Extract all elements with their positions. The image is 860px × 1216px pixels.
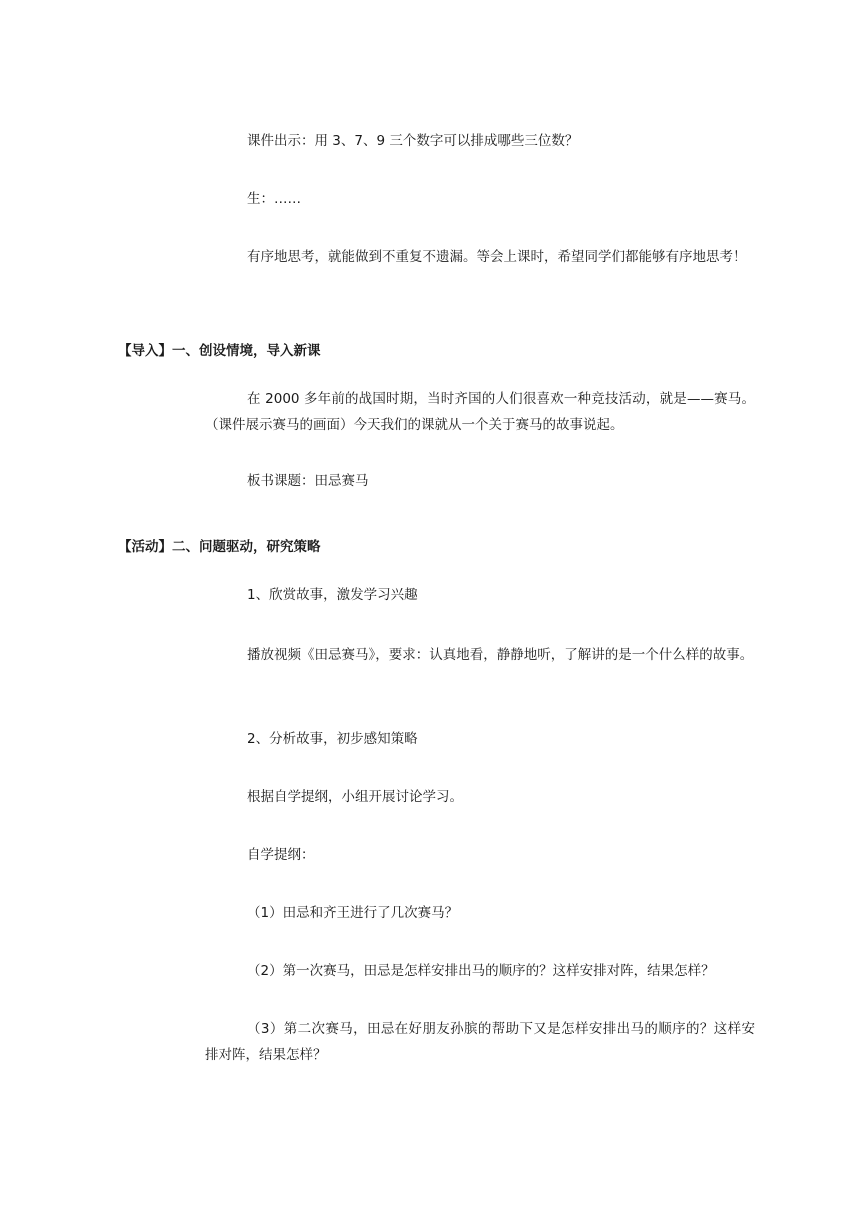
paragraph-student-answer: 生：…… — [247, 191, 301, 207]
section-heading-intro: 【导入】一、创设情境，导入新课 — [118, 343, 321, 359]
section-heading-activity: 【活动】二、问题驱动，研究策略 — [118, 539, 321, 555]
paragraph-horse-racing-intro: 在 2000 多年前的战国时期，当时齐国的人们很喜欢一种竞技活动，就是——赛马。（课件展示赛马的画面）今天我们的课就从一个关于赛马的故事说起。 — [205, 391, 755, 433]
paragraph-courseware-question: 课件出示：用 3、7、9 三个数字可以排成哪些三位数？ — [247, 133, 579, 149]
paragraph-step-1: 1、欣赏故事，激发学习兴趣 — [247, 587, 418, 603]
paragraph-outline-label: 自学提纲： — [247, 847, 315, 863]
paragraph-step-2: 2、分析故事，初步感知策略 — [247, 731, 418, 747]
paragraph-question-2: （2）第一次赛马，田忌是怎样安排出马的顺序的？这样安排对阵，结果怎样？ — [247, 963, 715, 979]
paragraph-board-title: 板书课题：田忌赛马 — [247, 473, 369, 489]
paragraph-question-3: （3）第二次赛马，田忌在好朋友孙膑的帮助下又是怎样安排出马的顺序的？这样安排对阵，结果怎样？ — [205, 1021, 755, 1063]
paragraph-group-discussion: 根据自学提纲，小组开展讨论学习。 — [247, 789, 463, 805]
paragraph-orderly-thinking: 有序地思考，就能做到不重复不遗漏。等会上课时，希望同学们都能够有序地思考！ — [247, 249, 747, 265]
paragraph-question-1: （1）田忌和齐王进行了几次赛马？ — [247, 905, 459, 921]
paragraph-play-video: 播放视频《田忌赛马》，要求：认真地看，静静地听，了解讲的是一个什么样的故事。 — [247, 647, 754, 663]
